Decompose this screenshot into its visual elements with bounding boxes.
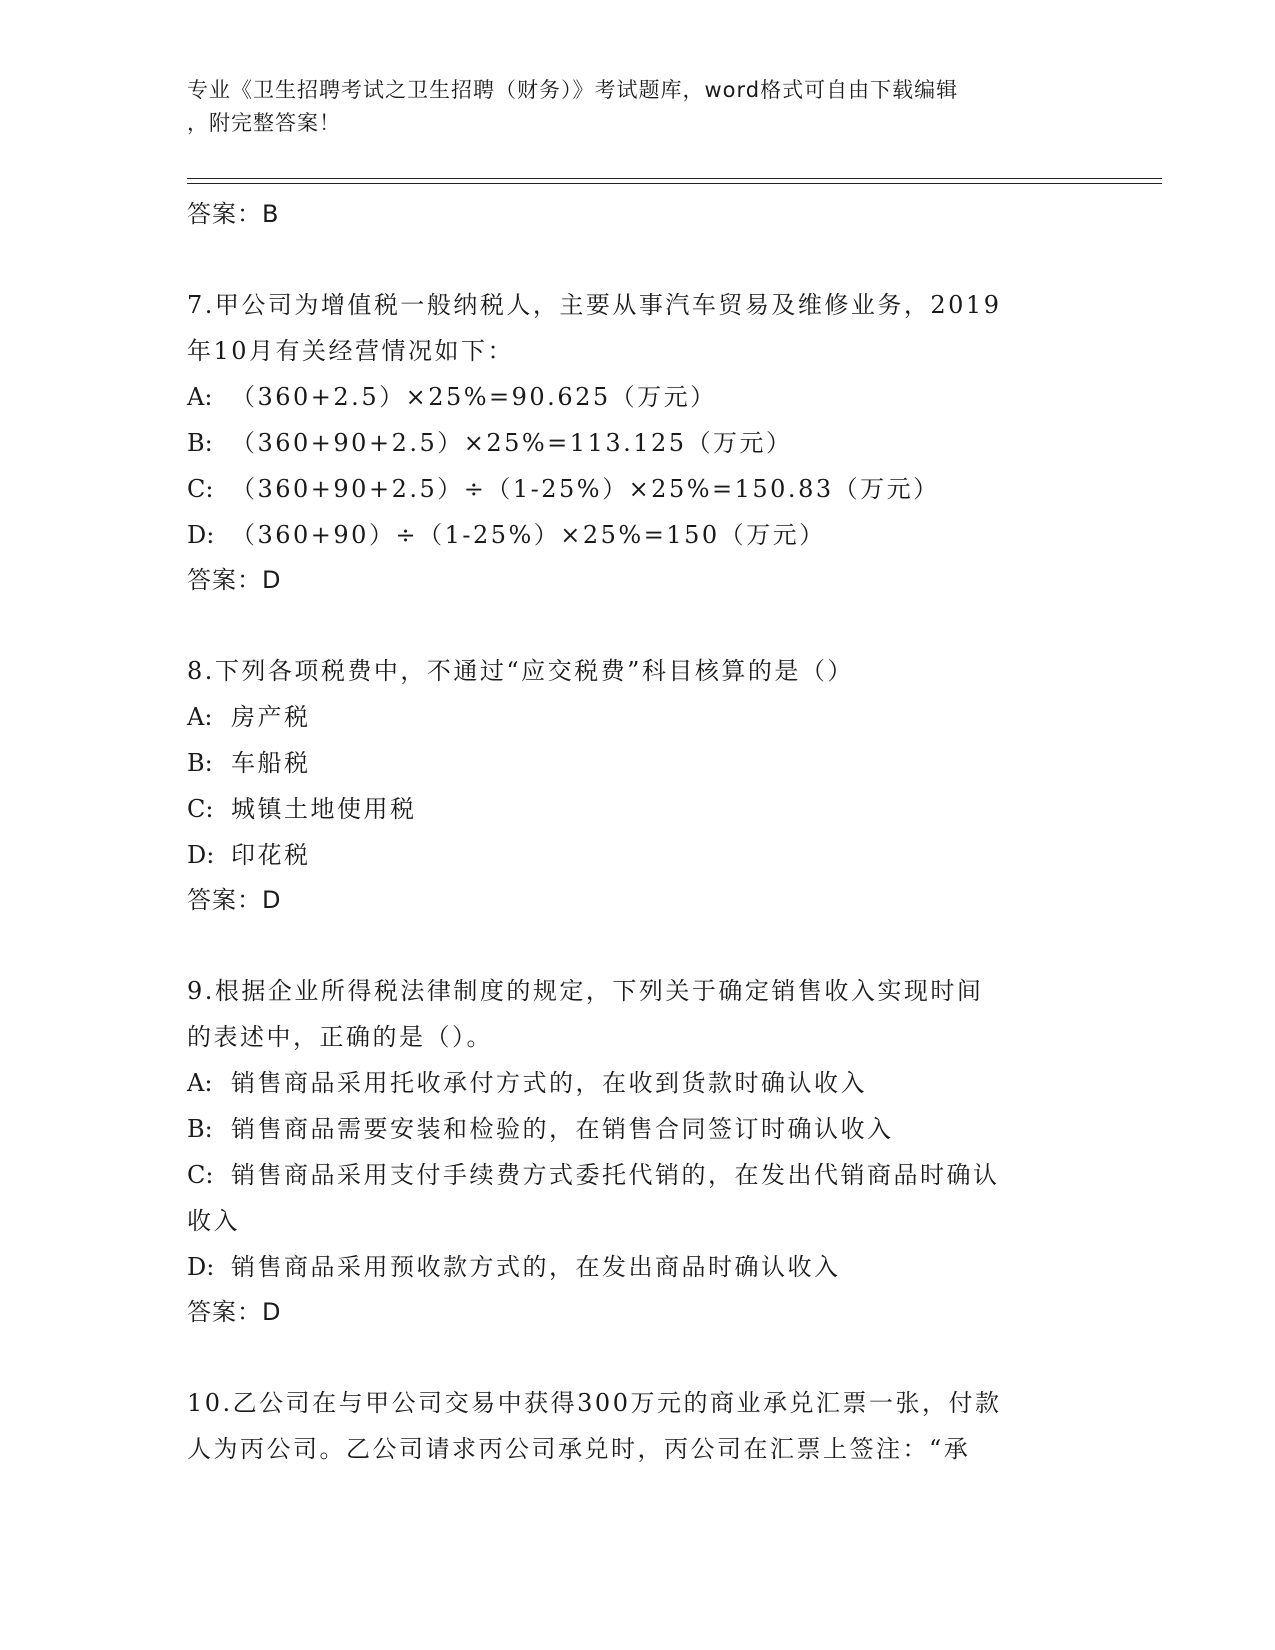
spacer bbox=[187, 922, 1082, 968]
spacer bbox=[187, 602, 1082, 648]
question-text-line: 8.下列各项税费中，不通过“应交税费”科目核算的是（） bbox=[187, 657, 854, 685]
question-text-line: 10.乙公司在与甲公司交易中获得300万元的商业承兑汇票一张，付款 bbox=[187, 1389, 1002, 1417]
option-key: D: bbox=[187, 1253, 215, 1281]
option-key: B: bbox=[187, 1115, 213, 1143]
option-a bbox=[187, 374, 1082, 420]
answer-line: 答案：D bbox=[187, 566, 282, 594]
option-text: 印花税 bbox=[231, 841, 311, 869]
option-key: A: bbox=[187, 383, 213, 411]
question-block bbox=[187, 282, 1082, 602]
question-block bbox=[187, 968, 1082, 1334]
option-d bbox=[187, 832, 1082, 878]
question-text-line: 9.根据企业所得税法律制度的规定，下列关于确定销售收入实现时间 bbox=[187, 977, 984, 1005]
option-b bbox=[187, 1106, 1082, 1152]
option-key: B: bbox=[187, 749, 213, 777]
option-key: D: bbox=[187, 521, 215, 549]
question-block bbox=[187, 1380, 1082, 1472]
answer-line: 答案：D bbox=[187, 886, 282, 914]
option-c bbox=[187, 786, 1082, 832]
answer-line: 答案：B bbox=[187, 200, 280, 228]
option-key: C: bbox=[187, 795, 214, 823]
header-line-2: ，附完整答案！ bbox=[187, 111, 341, 135]
question-block bbox=[187, 648, 1082, 922]
option-key: A: bbox=[187, 1069, 213, 1097]
question-text-line: 人为丙公司。乙公司请求丙公司承兑时，丙公司在汇票上签注：“承 bbox=[187, 1435, 971, 1463]
option-text: 销售商品需要安装和检验的，在销售合同签订时确认收入 bbox=[231, 1115, 894, 1143]
spacer bbox=[187, 236, 1082, 282]
header-line-1: 专业《卫生招聘考试之卫生招聘（财务）》考试题库，word格式可自由下载编辑 bbox=[187, 78, 959, 102]
option-key: C: bbox=[187, 1161, 214, 1189]
option-key: C: bbox=[187, 475, 214, 503]
option-key: D: bbox=[187, 841, 215, 869]
option-d bbox=[187, 1244, 1082, 1290]
header-rule-top bbox=[187, 178, 1162, 179]
header-rule-bottom bbox=[187, 183, 1162, 184]
answer-line: 答案：D bbox=[187, 1298, 282, 1326]
option-key: A: bbox=[187, 703, 213, 731]
option-c-continuation: 收入 bbox=[187, 1207, 240, 1235]
option-text: 销售商品采用支付手续费方式委托代销的，在发出代销商品时确认 bbox=[231, 1161, 1000, 1189]
question-list bbox=[187, 192, 1082, 1472]
spacer bbox=[187, 1334, 1082, 1380]
option-a bbox=[187, 1060, 1082, 1106]
option-d bbox=[187, 512, 1082, 558]
option-text: （360+2.5）×25%=90.625（万元） bbox=[231, 383, 717, 411]
option-b bbox=[187, 420, 1082, 466]
option-text: 车船税 bbox=[231, 749, 311, 777]
option-c bbox=[187, 1152, 1082, 1198]
question-text-line: 7.甲公司为增值税一般纳税人，主要从事汽车贸易及维修业务，2019 bbox=[187, 291, 1002, 319]
option-text: （360+90）÷（1-25%）×25%=150（万元） bbox=[231, 521, 826, 549]
option-key: B: bbox=[187, 429, 213, 457]
option-text: （360+90+2.5）×25%=113.125（万元） bbox=[231, 429, 793, 457]
option-text: 房产税 bbox=[231, 703, 311, 731]
option-c bbox=[187, 466, 1082, 512]
option-a bbox=[187, 694, 1082, 740]
document-header bbox=[187, 74, 1067, 140]
option-b bbox=[187, 740, 1082, 786]
question-text-line: 的表述中，正确的是（）。 bbox=[187, 1023, 493, 1051]
question-text-line: 年10月有关经营情况如下： bbox=[187, 337, 515, 365]
option-text: 销售商品采用托收承付方式的，在收到货款时确认收入 bbox=[231, 1069, 867, 1097]
option-text: 销售商品采用预收款方式的，在发出商品时确认收入 bbox=[231, 1253, 841, 1281]
option-text: 城镇土地使用税 bbox=[231, 795, 417, 823]
option-text: （360+90+2.5）÷（1-25%）×25%=150.83（万元） bbox=[231, 475, 940, 503]
